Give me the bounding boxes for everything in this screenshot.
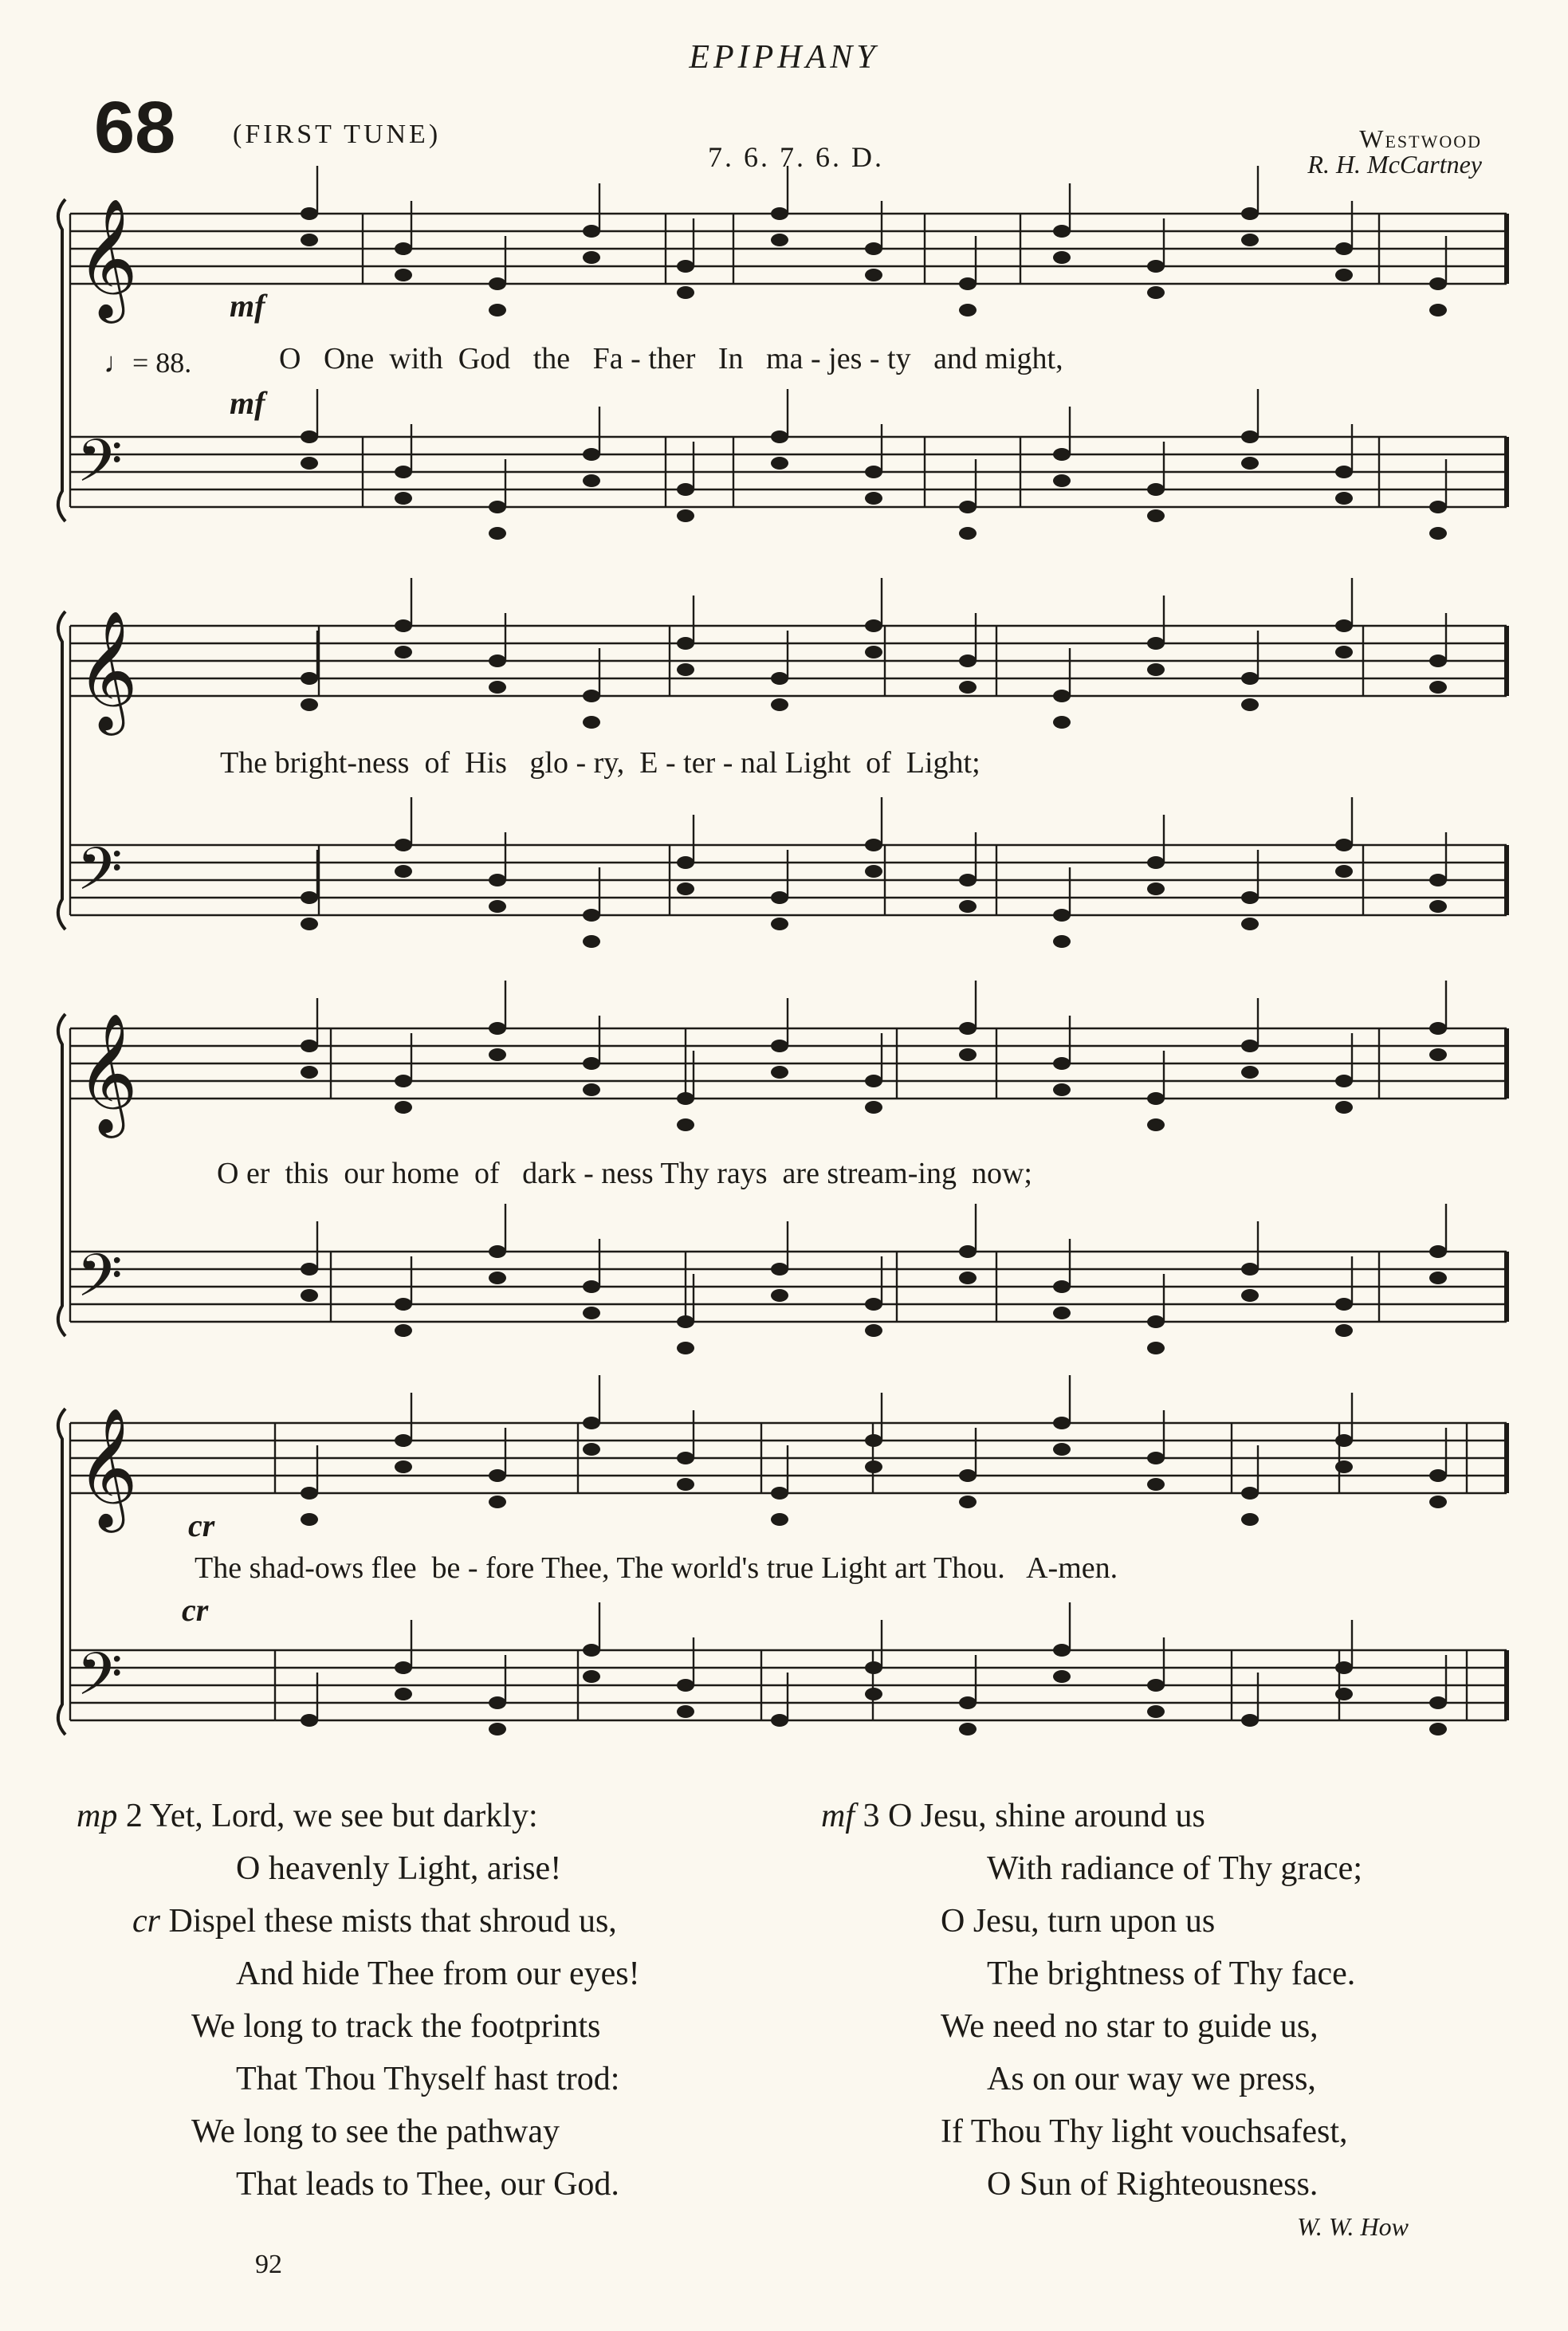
notehead [959, 1245, 977, 1258]
notehead [301, 1040, 318, 1052]
notehead [583, 1307, 600, 1319]
notehead [959, 1469, 977, 1482]
notehead [1053, 935, 1071, 948]
bass-clef-icon: 𝄢 [77, 426, 123, 510]
notehead [301, 457, 318, 470]
notehead [1429, 1048, 1447, 1061]
notehead [1335, 646, 1353, 658]
notehead [771, 457, 788, 470]
notehead [1147, 1705, 1165, 1718]
notehead [771, 1066, 788, 1079]
stanza-line: We long to see the pathway [191, 2113, 560, 2150]
notehead [865, 1688, 882, 1700]
notehead [959, 527, 977, 540]
notehead [1053, 909, 1071, 922]
notehead [489, 1272, 506, 1284]
notehead [301, 672, 318, 685]
notehead [959, 1496, 977, 1508]
notehead [959, 1048, 977, 1061]
notehead [395, 1298, 412, 1311]
notehead [1147, 1452, 1165, 1464]
section-title: EPIPHANY [689, 39, 879, 76]
notehead [677, 1705, 694, 1718]
notehead [1335, 1101, 1353, 1114]
notehead [1335, 1324, 1353, 1337]
stanza-line: We need no star to guide us, [941, 2008, 1318, 2045]
treble-clef-icon: 𝄞 [77, 1012, 138, 1133]
notehead [489, 527, 506, 540]
notehead [489, 1022, 506, 1035]
notehead [1053, 448, 1071, 461]
notehead [583, 1417, 600, 1429]
system-brace [58, 199, 65, 521]
notehead [1147, 509, 1165, 522]
notehead [1429, 1245, 1447, 1258]
notehead [395, 619, 412, 632]
notehead [959, 654, 977, 667]
notehead [1241, 1289, 1259, 1302]
notehead [395, 839, 412, 851]
notehead [395, 269, 412, 281]
notehead [1053, 1644, 1071, 1657]
notehead [489, 874, 506, 886]
notehead [1053, 1083, 1071, 1096]
notehead [301, 207, 318, 220]
notehead [677, 1342, 694, 1354]
notehead [395, 1434, 412, 1447]
notehead [1147, 1118, 1165, 1131]
bass-clef-icon: 𝄢 [77, 835, 123, 918]
notehead [1241, 1714, 1259, 1727]
notehead [1429, 1022, 1447, 1035]
notehead [771, 1714, 788, 1727]
notehead [771, 234, 788, 246]
notehead [959, 1696, 977, 1709]
notehead [1335, 1298, 1353, 1311]
staff-lines [70, 214, 1507, 1720]
notehead [489, 654, 506, 667]
notehead [395, 492, 412, 505]
notehead [1053, 474, 1071, 487]
notehead [771, 430, 788, 443]
notehead [677, 260, 694, 273]
notehead [1053, 1280, 1071, 1293]
stanza-3 [821, 1790, 1362, 2211]
notehead [1335, 865, 1353, 878]
notehead [1335, 1688, 1353, 1700]
notehead [771, 1513, 788, 1526]
notehead [1335, 492, 1353, 505]
notehead [1429, 681, 1447, 694]
notehead [1241, 1487, 1259, 1500]
notehead [1429, 1696, 1447, 1709]
stanza-2 [77, 1790, 640, 2211]
system-brace [58, 1409, 65, 1735]
notehead [865, 1075, 882, 1087]
lyric-line-2: The bright-ness of His glo - ry, E - ter - nal Light of Light; [220, 746, 980, 780]
notehead [865, 619, 882, 632]
notehead [489, 1048, 506, 1061]
notehead [865, 1460, 882, 1473]
notehead [865, 1298, 882, 1311]
notehead [959, 304, 977, 316]
dynamic-cr-bass: cr [182, 1592, 209, 1628]
hymn-number: 68 [94, 87, 176, 168]
notehead [865, 1101, 882, 1114]
notehead [301, 1263, 318, 1276]
notehead [1147, 1315, 1165, 1328]
notehead [301, 1513, 318, 1526]
stanza-line [821, 1790, 1362, 1842]
notehead [865, 839, 882, 851]
notehead [959, 1022, 977, 1035]
notehead [959, 501, 977, 513]
notehead [1335, 269, 1353, 281]
dynamic-mf-treble: mf [230, 288, 265, 324]
notehead [771, 672, 788, 685]
notehead [865, 1434, 882, 1447]
notehead [771, 918, 788, 930]
stanza-text: Dispel these mists that shroud us, [168, 1903, 617, 1940]
notehead [1147, 1342, 1165, 1354]
notehead [959, 1272, 977, 1284]
notehead [677, 509, 694, 522]
notehead [1147, 286, 1165, 299]
notehead [489, 1696, 506, 1709]
stanza-line: With radiance of Thy grace; [987, 1850, 1362, 1887]
notehead [489, 1723, 506, 1735]
notehead [865, 269, 882, 281]
page-number: 92 [255, 2250, 282, 2279]
notehead [301, 1066, 318, 1079]
notehead [489, 501, 506, 513]
bass-clef-icon: 𝄢 [77, 1241, 123, 1325]
notehead [959, 681, 977, 694]
notehead [1147, 882, 1165, 895]
stanza-line: That leads to Thee, our God. [236, 2166, 619, 2203]
tempo-marking: ♩= 88. [104, 347, 192, 379]
notehead [959, 874, 977, 886]
notehead [583, 1443, 600, 1456]
treble-clef-icon: 𝄞 [77, 609, 138, 730]
stanza-text: O Jesu, shine around us [888, 1798, 1205, 1834]
notehead [771, 1040, 788, 1052]
dynamic-mark: mp [77, 1798, 118, 1834]
notehead [959, 277, 977, 290]
notehead [677, 663, 694, 676]
notehead [677, 1478, 694, 1491]
stanza-number: 3 [863, 1798, 880, 1834]
notehead [677, 882, 694, 895]
notehead [395, 242, 412, 255]
notehead [583, 1670, 600, 1683]
notehead [1429, 527, 1447, 540]
system-brace [58, 1014, 65, 1336]
notehead [1335, 1460, 1353, 1473]
notehead [1053, 716, 1071, 729]
notehead [677, 856, 694, 869]
notehead [1429, 304, 1447, 316]
notehead [959, 900, 977, 913]
notehead [1053, 1443, 1071, 1456]
notehead [583, 251, 600, 264]
notehead [301, 918, 318, 930]
notehead [583, 909, 600, 922]
stanza-line: O Jesu, turn upon us [941, 1903, 1216, 1940]
notehead [1241, 698, 1259, 711]
notehead [865, 1324, 882, 1337]
notehead [865, 492, 882, 505]
notehead [395, 1324, 412, 1337]
notehead [489, 1496, 506, 1508]
notehead [1335, 1075, 1353, 1087]
notehead [865, 242, 882, 255]
notehead [1335, 466, 1353, 478]
stanza-line: And hide Thee from our eyes! [236, 1956, 640, 1992]
notehead [1429, 900, 1447, 913]
noteheads [301, 166, 1447, 1738]
stanza-line: If Thou Thy light vouchsafest, [941, 2113, 1348, 2150]
notehead [1241, 430, 1259, 443]
dynamic-mark: mf [821, 1798, 855, 1834]
dynamic-mark: cr [132, 1903, 160, 1940]
lyric-line-1: O One with God the Fa - ther In ma - jes - ty and might, [279, 342, 1063, 375]
notehead [1147, 260, 1165, 273]
notehead [1053, 225, 1071, 238]
notehead [677, 286, 694, 299]
notehead [1241, 457, 1259, 470]
notehead [1053, 1417, 1071, 1429]
notehead [771, 1289, 788, 1302]
notehead [1147, 856, 1165, 869]
stanza-line: As on our way we press, [987, 2061, 1316, 2097]
stanza-line: O Sun of Righteousness. [987, 2166, 1318, 2203]
notehead [959, 1723, 977, 1735]
notehead [583, 690, 600, 702]
notehead [1053, 1057, 1071, 1070]
notehead [1335, 619, 1353, 632]
notehead [1053, 1307, 1071, 1319]
notehead [1429, 654, 1447, 667]
notehead [1429, 1469, 1447, 1482]
notehead [1429, 1496, 1447, 1508]
notehead [677, 637, 694, 650]
notehead [1241, 891, 1259, 904]
notehead [677, 1315, 694, 1328]
notehead [865, 466, 882, 478]
stanza-line [77, 1790, 640, 1842]
notehead [771, 1263, 788, 1276]
stanza-line: The brightness of Thy face. [987, 1956, 1356, 1992]
notehead [301, 1487, 318, 1500]
bass-clef-icon: 𝄢 [77, 1640, 123, 1724]
notehead [301, 430, 318, 443]
notehead [1241, 207, 1259, 220]
notehead [865, 865, 882, 878]
notehead [677, 1452, 694, 1464]
notehead [771, 207, 788, 220]
notehead [583, 448, 600, 461]
dynamic-cr-treble: cr [188, 1507, 215, 1543]
notehead [489, 681, 506, 694]
tune-label: (FIRST TUNE) [233, 120, 442, 149]
notehead [301, 891, 318, 904]
notehead [1147, 1478, 1165, 1491]
notehead [489, 1245, 506, 1258]
notehead [1429, 874, 1447, 886]
quarter-note-icon: ♩ [104, 347, 132, 379]
notehead [395, 466, 412, 478]
notehead [489, 1469, 506, 1482]
notehead [583, 474, 600, 487]
notehead [1147, 1679, 1165, 1692]
notehead [677, 1092, 694, 1105]
notehead [677, 1118, 694, 1131]
notehead [865, 1661, 882, 1674]
notehead [1147, 1092, 1165, 1105]
dynamic-mf-bass: mf [230, 385, 265, 421]
notehead [1053, 690, 1071, 702]
notehead [1429, 1272, 1447, 1284]
stanza-line: O heavenly Light, arise! [236, 1850, 562, 1887]
composer: R. H. McCartney [1307, 150, 1482, 179]
notehead [583, 1083, 600, 1096]
system-braces [58, 199, 65, 1735]
notehead [583, 716, 600, 729]
notehead [1241, 1040, 1259, 1052]
notehead [395, 1101, 412, 1114]
notehead [1147, 483, 1165, 496]
notehead [1241, 234, 1259, 246]
lyric-line-4: The shad-ows flee be - fore Thee, The world's true Light art Thou. A-men. [195, 1551, 1118, 1585]
notehead [395, 1075, 412, 1087]
notehead [301, 234, 318, 246]
notehead [1241, 1263, 1259, 1276]
tune-name: Westwood [1359, 124, 1482, 153]
clefs [77, 197, 138, 1724]
notehead [583, 1057, 600, 1070]
notehead [1053, 1670, 1071, 1683]
treble-clef-icon: 𝄞 [77, 1406, 138, 1527]
notehead [583, 225, 600, 238]
meter: 7. 6. 7. 6. D. [708, 141, 884, 173]
notehead [1241, 672, 1259, 685]
notehead [583, 1644, 600, 1657]
treble-clef-icon: 𝄞 [77, 197, 138, 318]
notehead [1053, 251, 1071, 264]
notehead [395, 646, 412, 658]
notehead [1335, 1661, 1353, 1674]
hymn-author: W. W. How [1297, 2212, 1409, 2241]
notehead [677, 1679, 694, 1692]
notehead [583, 935, 600, 948]
notehead [1147, 663, 1165, 676]
notehead [771, 891, 788, 904]
notehead [395, 865, 412, 878]
notehead [395, 1460, 412, 1473]
notehead [489, 277, 506, 290]
stanza-text: Yet, Lord, we see but darkly: [149, 1798, 538, 1834]
notehead [771, 1487, 788, 1500]
notehead [771, 698, 788, 711]
notehead [395, 1688, 412, 1700]
stanza-line: We long to track the footprints [191, 2008, 601, 2045]
stanza-line [77, 1895, 640, 1948]
notehead [1335, 1434, 1353, 1447]
notehead [1241, 1513, 1259, 1526]
notehead [301, 1714, 318, 1727]
notehead [1147, 637, 1165, 650]
system-brace [58, 611, 65, 930]
notehead [1429, 501, 1447, 513]
notehead [583, 1280, 600, 1293]
stanza-line: That Thou Thyself hast trod: [236, 2061, 620, 2097]
notehead [1335, 839, 1353, 851]
barlines [70, 214, 1507, 1720]
notehead [1241, 918, 1259, 930]
notehead [865, 646, 882, 658]
notehead [677, 483, 694, 496]
notehead [301, 698, 318, 711]
notehead [1241, 1066, 1259, 1079]
notehead [489, 304, 506, 316]
notehead [489, 900, 506, 913]
notehead [395, 1661, 412, 1674]
notehead [301, 1289, 318, 1302]
lyric-line-3: O er this our home of dark - ness Thy rays are stream-ing now; [217, 1157, 1032, 1190]
notehead [1335, 242, 1353, 255]
notehead [1429, 1723, 1447, 1735]
stanza-number: 2 [125, 1798, 143, 1834]
notehead [1429, 277, 1447, 290]
